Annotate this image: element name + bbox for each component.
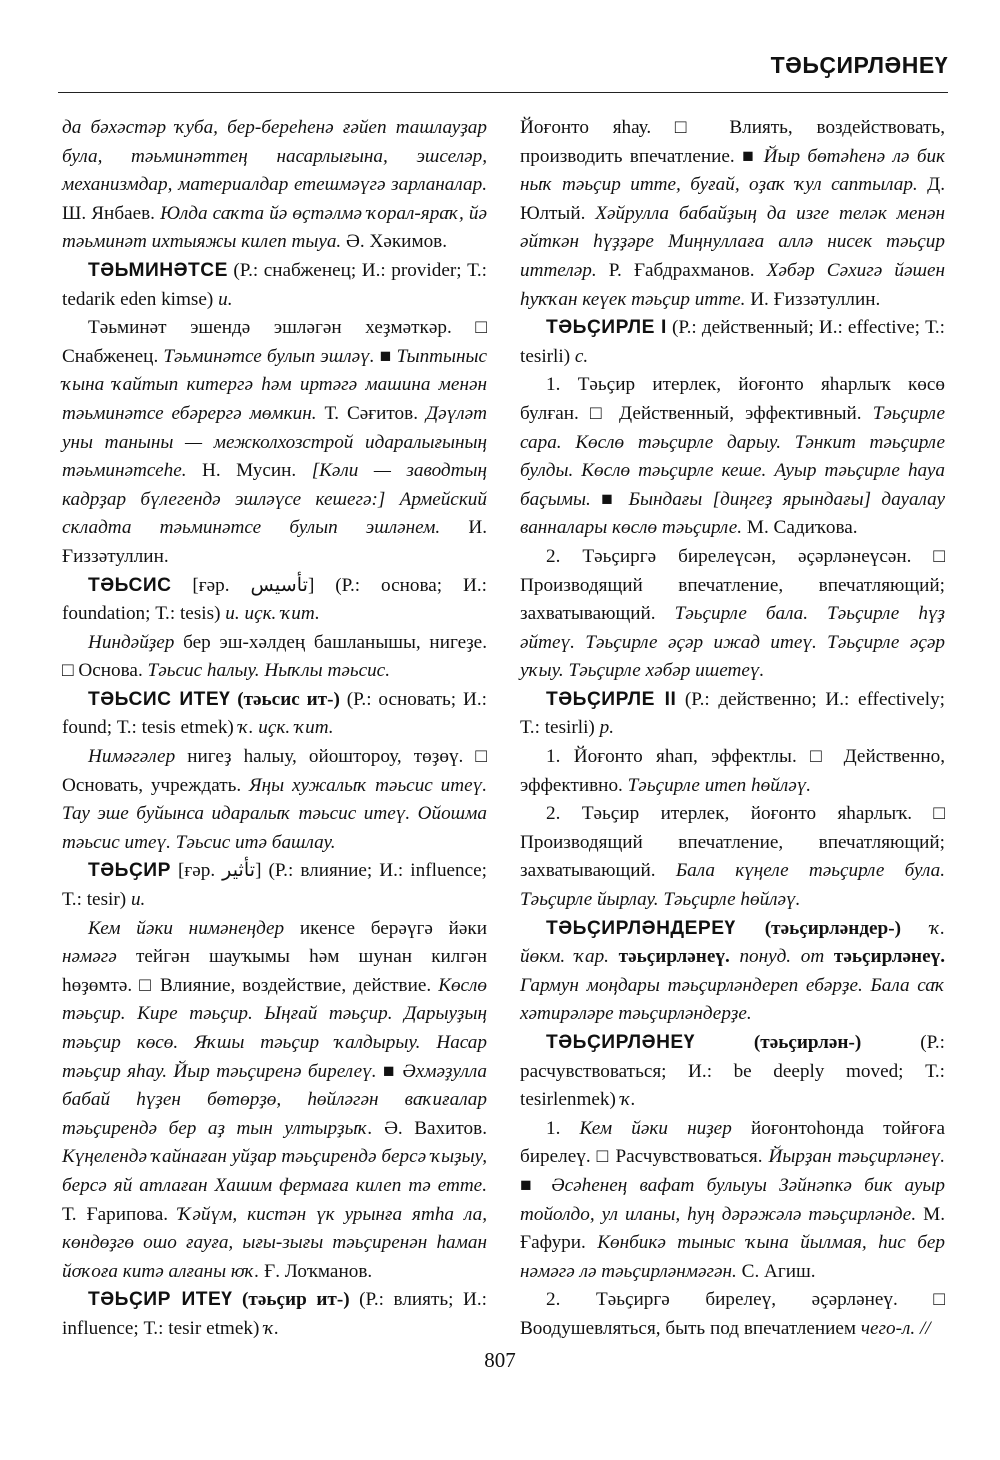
entry-sense: 2. Тәьҫиргә бирелеүсән, әҫәрләнеүсән. □ Производящий впечатление, впечатляющий; захватывающий. Тәьҫирле бала. Тәьҫирле һүҙ әйтеү. Тәьҫирле әҫәр ижад итеү. Тәьҫирле әҫәр уҡыу. Тәьҫирле хәбәр ишетеү. [520, 545, 946, 682]
headword: ТӘЬҪИР [88, 860, 171, 882]
headword: ТӘЬҪИРЛӘНЕҮ [546, 1032, 695, 1053]
continued-paragraph: да бәхәстәр ҡуба, бер-береһенә ғәйеп ташлауҙар була, тәьминәттең насарлығына, эшселәр, механизмдар, материалдар етешмәүгә зарланалар. Ш. Янбаев. Юлда саҡта йә өҫтәлмә ҡорал-яраҡ, йә тәьминәт ихтыяжы килеп тыуа. Ә. Хәкимов. [62, 117, 488, 253]
entry-header: ТӘЬСИС ИТЕҮ (тәьсис ит-) (Р.: основать; И.: found; Т.: tesis etmek) ҡ. иҫк. ҡит. [62, 688, 487, 739]
entry-sense: 1. Тәьҫир итерлек, йоғонто яһарлыҡ көсө булған. □ Действенный, эффективный. Тәьҫирле сара. Көслө тәьҫирле дарыу. Тәнкит тәьҫирле булды. Көслө тәьҫирле кеше. Ауыр тәьҫирле һауа баҫымы. ■ Бындағы [диңгеҙ ярындағы] дауалау ванналары көслө тәьҫирле. М. Садиҡова. [520, 374, 946, 539]
entry-header: ТӘЬҪИРЛӘНЕҮ (тәьҫирлән-) (Р.: расчувствоваться; И.: be deeply moved; Т.: tesirlenmek) ҡ. [520, 1032, 945, 1111]
entry-sense: Тәьминәт эшендә эшләгән хеҙмәткәр. □ Снабженец. Тәьминәтсе булып эшләү. ■ Тыптыныс ҡына ҡайтып китергә һәм иртәгә машина менән тәьминәтсе ебәрергә мөмкин. Т. Сәғитов. Дәүләт уны таныны — межколхозстрой идаралығының тәьминәтсеһе. Н. Мусин. [Кәли — заводтың кадрҙар бүлегендә эшләүсе кешегә:] Армейский складта тәьминәтсе булып эшләнем. И. Ғиззәтуллин. [62, 317, 488, 567]
entry-header: ТӘЬҪИР [ғәр. تأثير] (Р.: влияние; И.: influence; Т.: tesir) и. [62, 860, 488, 911]
entry-sense: 1. Йоғонто яһап, эффектлы. □ Действенно, эффективно. Тәьҫирле итеп һөйләү. [520, 746, 945, 796]
headword: ТӘЬҪИРЛЕ I [546, 317, 667, 339]
entry-header: ТӘЬҪИР ИТЕҮ (тәьҫир ит-) (Р.: влиять; И.: influence; Т.: tesir etmek) ҡ. [62, 1289, 488, 1339]
right-column [520, 114, 945, 1344]
entry-sense: Ниндәйҙер бер эш-хәлдең башланышы, нигеҙе. □ Основа. Тәьсис һалыу. Ныҡлы тәьсис. [62, 631, 487, 682]
entry-header: ТӘЬСИС [ғәр. تأسيس] (Р.: основа; И.: foundation; Т.: tesis) и. иҫк. ҡит. [62, 574, 487, 625]
headword: ТӘЬСИС [88, 574, 172, 596]
header-rule [58, 92, 948, 93]
running-head: ТӘЬҪИРЛӘНЕҮ [770, 52, 948, 78]
entry-header: ТӘЬМИНӘТСЕ (Р.: снабженец; И.: provider; Т.: tedarik eden kimse) и. [62, 259, 487, 310]
entry-sense: Кем йәки нимәнеңдер икенсе берәүгә йәки нәмәгә тейгән шауҡымы һәм шунан килгән һөҙөмтә. □ Влияние, воздействие, действие. Көслө тәьҫир. Кире тәьҫир. Ыңғай тәьҫир. Дарыуҙың тәьҫир көсө. Яҡшы тәьҫир ҡалдырыу. Насар тәьҫир яһау. Йыр тәьҫиренә бирелеү. ■ Әхмәҙулла бабай һүҙен бөтөрҙө, һөйләгән ваҡиғалар тәьҫирендә бер аҙ тын ултырҙыҡ. Ә. Вахитов. Күңелендә ҡайнаған уйҙар тәьҫирендә берсә ҡыҙыу, берсә яй атлаған Хашим фермаға килеп тә етте. Т. Ғарипова. Ҡәйүм, кистән үк урынға ятһа ла, көндөҙгө ошо ғауға, ығы-зығы тәьҫиренән һаман йоҡоға китә алғаны юҡ. Ғ. Лоҡманов. [62, 917, 488, 1282]
headword: ТӘЬМИНӘТСЕ [88, 259, 228, 281]
headword: ТӘЬҪИРЛӘНДЕРЕҮ [546, 917, 736, 939]
entry-sense: 1. Кем йәки ниҙер йоғонтоһонда тойғоға бирелеү. □ Расчувствоваться. Йырҙан тәьҫирләнеү. ■ Әсәһенең вафат булыуы Зәйнәпкә бик ауыр тойолдо, ул иланы, һуң дәрәжәлә тәьҫирләнде. М. Ғафури. Көнбикә тыныс ҡына йылмая, һис бер нәмәгә лә тәьҫирләнмәгән. С. Агиш. [520, 1117, 946, 1282]
entry-header: ТӘЬҪИРЛЕ I (Р.: действенный; И.: effective; Т.: tesirli) с. [520, 317, 945, 367]
headword: ТӘЬСИС ИТЕҮ [88, 688, 231, 710]
entry-header: ТӘЬҪИРЛӘНДЕРЕҮ (тәьҫирләндер-) ҡ. йөкм. ҡар. тәьҫирләнеү. понуд. от тәьҫирләнеү. Гармун моңдары тәьҫирләндереп ебәрҙе. Бала саҡ хәтирәләре тәьҫирләндерҙе. [520, 917, 946, 1025]
headword: ТӘЬҪИР ИТЕҮ [88, 1289, 233, 1311]
continued-paragraph: Йоғонто яһау. □ Влиять, воздействовать, производить впечатление. ■ Йыр бөтәһенә лә бик ныҡ тәьҫир итте, буғай, оҙаҡ ҡул саптылар. Д. Юлтый. Хәйрулла бабайҙың да изге теләк менән әйткән һүҙҙәре Миңнуллаға аллә нисек тәьҫир иттеләр. Р. Ғабдрахманов. Хәбәр Сәхигә йәшен һуҡҡан кеүек тәьҫир итте. И. Ғиззәтуллин. [520, 117, 946, 310]
page-number: 807 [484, 1348, 516, 1372]
left-column [62, 114, 487, 1344]
entry-sense: Нимәгәлер нигеҙ һалыу, ойоштороу, төҙөү. □ Основать, учреждать. Яңы хужалыҡ тәьсис итеү. Тау эше буйынса идаралыҡ тәьсис итеү. Ойошма тәьсис итеү. Тәьсис итә башлау. [62, 746, 488, 853]
entry-header: ТӘЬҪИРЛЕ II (Р.: действенно; И.: effectively; Т.: tesirli) р. [520, 688, 945, 739]
entry-sense: 2. Тәьҫир итерлек, йоғонто яһарлыҡ. □ Производящий впечатление, впечатляющий; захватывающий. Бала күңеле тәьҫирле була. Тәьҫирле йырлау. Тәьҫирле һөйләү. [520, 803, 946, 911]
entry-sense: 2. Тәьҫиргә бирелеү, әҫәрләнеү. □ Воодушевляться, быть под впечатлением чего-л. // [520, 1289, 945, 1339]
headword: ТӘЬҪИРЛЕ II [546, 688, 677, 710]
